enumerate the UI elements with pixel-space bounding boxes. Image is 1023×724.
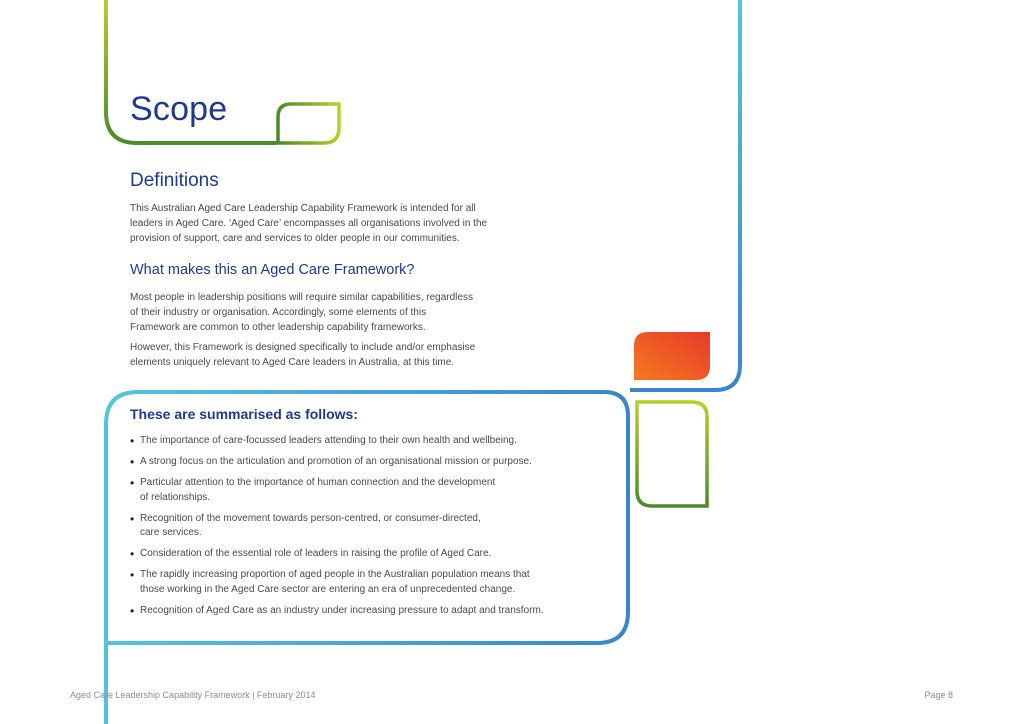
bullet-dot-icon: • — [130, 476, 135, 490]
bullet-text-line: of relationships. — [140, 491, 211, 503]
summary-bullet-item — [130, 512, 610, 541]
green-leaf-outline-icon — [637, 402, 707, 506]
what-makes-paragraph-1 — [130, 290, 473, 335]
bullet-text-line: those working in the Aged Care sector are entering an era of unprecedented change. — [140, 583, 516, 595]
text-line: elements uniquely relevant to Aged Care leaders in Australia, at this time. — [130, 357, 455, 368]
bullet-text-line: The importance of care-focussed leaders attending to their own health and wellbeing. — [140, 435, 517, 446]
summary-bullet-item — [130, 568, 610, 597]
footer-page-number: Page 8 — [924, 690, 953, 700]
right-frame-line — [630, 0, 740, 390]
bullet-dot-icon: • — [130, 511, 135, 526]
bullet-text-line: Recognition of the movement towards person-centred, or consumer-directed, — [140, 512, 481, 524]
summary-heading: These are summarised as follows: — [130, 406, 358, 422]
text-line: provision of support, care and services to older people in our communities. — [130, 233, 460, 244]
text-line: This Australian Aged Care Leadership Capability Framework is intended for all — [130, 203, 476, 214]
page-title: Scope — [130, 90, 228, 128]
bullet-text-line: care services. — [140, 527, 202, 538]
bullet-dot-icon: • — [130, 455, 135, 469]
summary-bullet-item — [130, 547, 610, 562]
what-makes-heading: What makes this an Aged Care Framework? — [130, 262, 415, 278]
summary-bullet-item — [130, 604, 610, 619]
bullet-text-line: Particular attention to the importance of human connection and the development — [140, 477, 496, 488]
what-makes-paragraph-2 — [130, 340, 475, 370]
summary-list — [130, 434, 610, 625]
text-line: However, this Framework is designed specifically to include and/or emphasise — [130, 342, 476, 353]
summary-bullet-item — [130, 476, 610, 505]
summary-bullet-item — [130, 434, 610, 449]
leaf-outline-icon — [278, 104, 339, 143]
summary-bullet-item — [130, 455, 610, 470]
bullet-dot-icon: • — [130, 568, 135, 582]
text-line: leaders in Aged Care. ‘Aged Care’ encompasses all organisations involved in the — [130, 218, 488, 229]
bullet-text-line: The rapidly increasing proportion of aged people in the Australian population means that — [140, 569, 530, 580]
text-line: Framework are common to other leadership capability frameworks. — [130, 322, 426, 333]
bullet-dot-icon: • — [130, 603, 135, 618]
bullet-dot-icon: • — [130, 547, 135, 561]
orange-leaf-icon — [634, 332, 710, 380]
footer-document-title: Aged Care Leadership Capability Framework | February 2014 — [70, 690, 316, 700]
definitions-paragraph — [130, 201, 487, 246]
bullet-text-line: Consideration of the essential role of leaders in raising the profile of Aged Care. — [140, 548, 492, 559]
text-line: Most people in leadership positions will require similar capabilities, regardless — [130, 292, 473, 303]
bullet-dot-icon: • — [130, 434, 135, 448]
text-line: of their industry or organisation. Accordingly, some elements of this — [130, 307, 427, 318]
bullet-text-line: A strong focus on the articulation and promotion of an organisational mission or purpose. — [140, 456, 532, 467]
definitions-heading: Definitions — [130, 170, 219, 191]
bullet-text-line: Recognition of Aged Care as an industry under increasing pressure to adapt and transform. — [140, 604, 544, 616]
